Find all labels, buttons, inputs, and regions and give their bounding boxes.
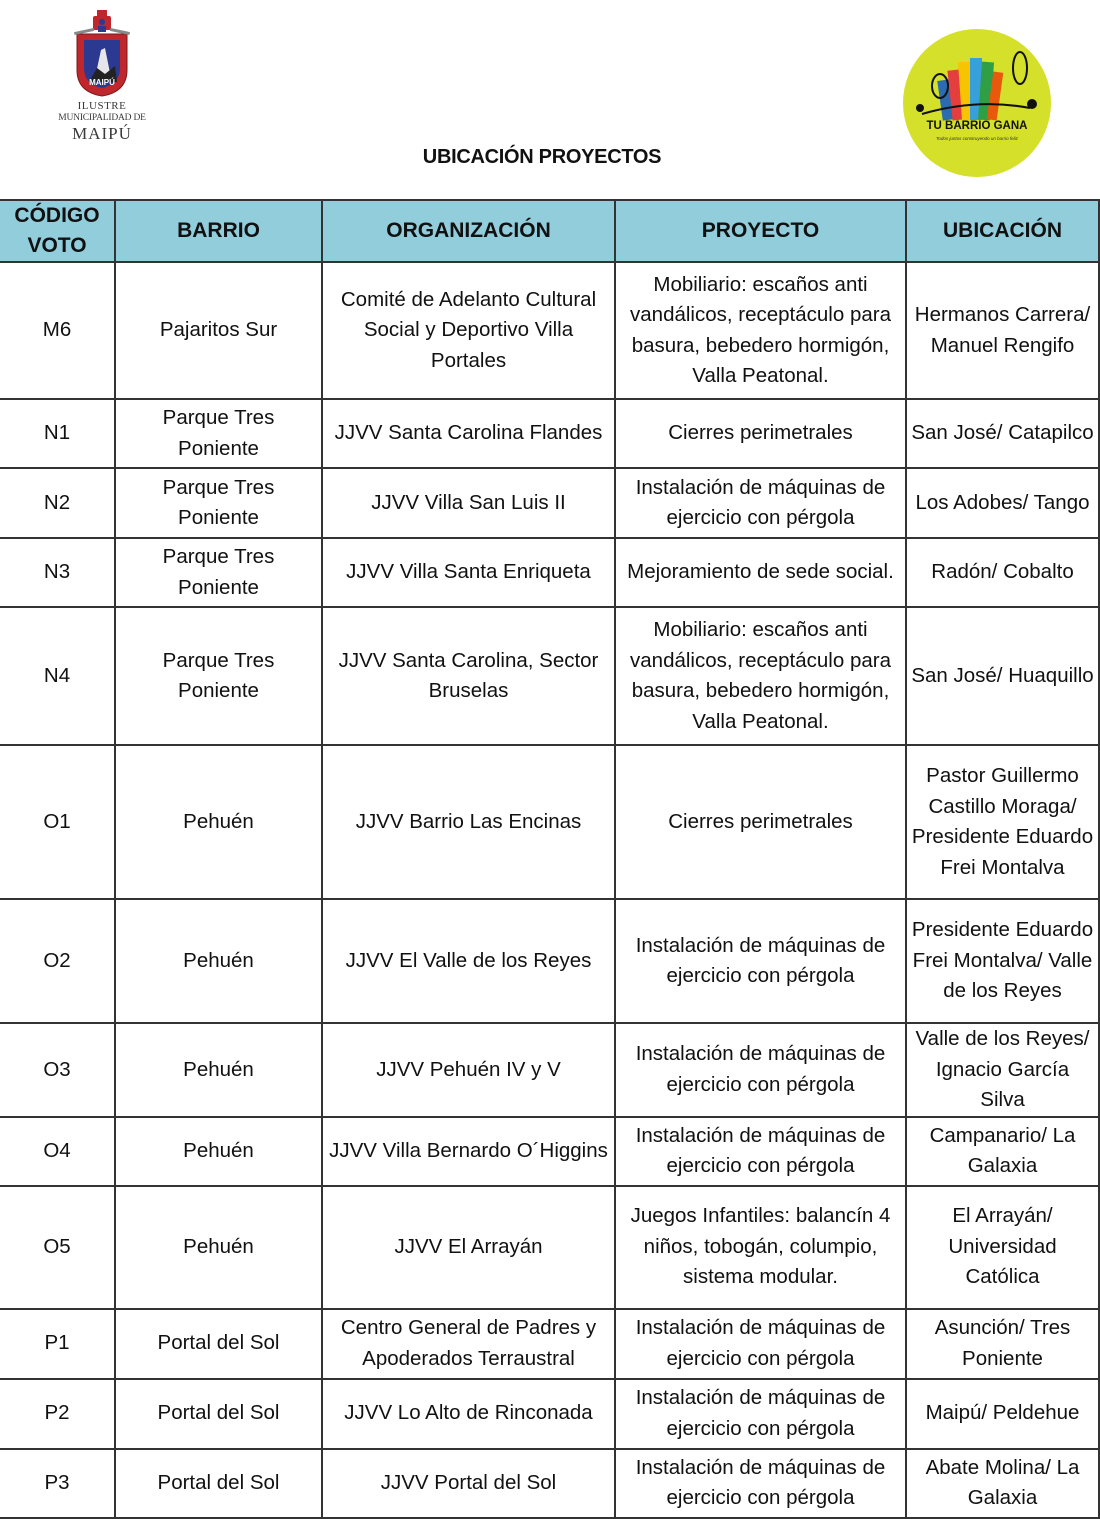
cell-codigo: M6: [0, 262, 115, 399]
table-row: [0, 899, 1099, 1023]
cell-barrio: Pehuén: [115, 1023, 322, 1117]
cell-proyecto: Juegos Infantiles: balancín 4 niños, tobogán, columpio, sistema modular.: [615, 1186, 906, 1309]
cell-barrio: Pehuén: [115, 745, 322, 899]
table-row: [0, 607, 1099, 745]
cell-organizacion: JJVV Villa Santa Enriqueta: [322, 538, 615, 607]
table-row: [0, 468, 1099, 538]
cell-ubicacion: Campanario/ La Galaxia: [906, 1117, 1099, 1186]
badge-text: MAIPÚ: [89, 78, 115, 87]
cell-barrio: Parque Tres Poniente: [115, 538, 322, 607]
table-row: [0, 1023, 1099, 1117]
cell-codigo: O3: [0, 1023, 115, 1117]
logo-tagline: Todos juntos construyendo un barrio feliz: [936, 136, 1018, 141]
cell-ubicacion: Abate Molina/ La Galaxia: [906, 1449, 1099, 1518]
cell-ubicacion: Hermanos Carrera/ Manuel Rengifo: [906, 262, 1099, 399]
cell-ubicacion: Presidente Eduardo Frei Montalva/ Valle de los Reyes: [906, 899, 1099, 1023]
cell-barrio: Parque Tres Poniente: [115, 399, 322, 468]
cell-proyecto: Instalación de máquinas de ejercicio con pérgola: [615, 1449, 906, 1518]
table-row: [0, 1449, 1099, 1518]
cell-organizacion: Centro General de Padres y Apoderados Terraustral: [322, 1309, 615, 1379]
cell-barrio: Portal del Sol: [115, 1449, 322, 1518]
column-header-barrio: BARRIO: [115, 200, 322, 262]
logo-title: TU BARRIO GANA: [926, 120, 1028, 132]
cell-codigo: O1: [0, 745, 115, 899]
cell-proyecto: Mejoramiento de sede social.: [615, 538, 906, 607]
cell-barrio: Pajaritos Sur: [115, 262, 322, 399]
cell-proyecto: Instalación de máquinas de ejercicio con pérgola: [615, 1379, 906, 1449]
cell-proyecto: Mobiliario: escaños anti vandálicos, receptáculo para basura, bebedero hormigón, Valla Peatonal.: [615, 607, 906, 745]
cell-codigo: N3: [0, 538, 115, 607]
logo-line-maipu: MAIPÚ: [72, 123, 132, 143]
cell-organizacion: JJVV Lo Alto de Rinconada: [322, 1379, 615, 1449]
cell-organizacion: JJVV Barrio Las Encinas: [322, 745, 615, 899]
cell-codigo: P1: [0, 1309, 115, 1379]
table-row: [0, 1309, 1099, 1379]
table-row: [0, 262, 1099, 399]
cell-proyecto: Instalación de máquinas de ejercicio con pérgola: [615, 1309, 906, 1379]
cell-ubicacion: San José/ Huaquillo: [906, 607, 1099, 745]
logo-line-municipalidad: MUNICIPALIDAD DE: [58, 113, 146, 123]
column-header-organizacion: ORGANIZACIÓN: [322, 200, 615, 262]
projects-table: [0, 199, 1100, 1519]
cell-codigo: N4: [0, 607, 115, 745]
cell-codigo: O2: [0, 899, 115, 1023]
municipalidad-maipu-logo: [52, 8, 152, 153]
cell-ubicacion: Asunción/ Tres Poniente: [906, 1309, 1099, 1379]
cell-codigo: O5: [0, 1186, 115, 1309]
cell-proyecto: Cierres perimetrales: [615, 399, 906, 468]
cell-barrio: Pehuén: [115, 899, 322, 1023]
logo-line-ilustre: ILUSTRE: [77, 100, 127, 112]
cell-organizacion: JJVV Santa Carolina Flandes: [322, 399, 615, 468]
cell-organizacion: Comité de Adelanto Cultural Social y Deportivo Villa Portales: [322, 262, 615, 399]
table-row: [0, 745, 1099, 899]
cell-barrio: Portal del Sol: [115, 1379, 322, 1449]
cell-codigo: O4: [0, 1117, 115, 1186]
cell-organizacion: JJVV Santa Carolina, Sector Bruselas: [322, 607, 615, 745]
cell-codigo: N1: [0, 399, 115, 468]
cell-organizacion: JJVV Portal del Sol: [322, 1449, 615, 1518]
table-row: [0, 1379, 1099, 1449]
cell-barrio: Pehuén: [115, 1186, 322, 1309]
cell-ubicacion: Maipú/ Peldehue: [906, 1379, 1099, 1449]
column-header-codigo-voto: CÓDIGO VOTO: [0, 200, 115, 262]
cell-ubicacion: Radón/ Cobalto: [906, 538, 1099, 607]
cell-ubicacion: Los Adobes/ Tango: [906, 468, 1099, 538]
cell-proyecto: Instalación de máquinas de ejercicio con pérgola: [615, 468, 906, 538]
cell-ubicacion: El Arrayán/ Universidad Católica: [906, 1186, 1099, 1309]
cell-codigo: N2: [0, 468, 115, 538]
table-header-row: [0, 200, 1099, 262]
column-header-ubicacion: UBICACIÓN: [906, 200, 1099, 262]
cell-proyecto: Instalación de máquinas de ejercicio con pérgola: [615, 1023, 906, 1117]
cell-organizacion: JJVV El Valle de los Reyes: [322, 899, 615, 1023]
cell-codigo: P2: [0, 1379, 115, 1449]
cell-organizacion: JJVV El Arrayán: [322, 1186, 615, 1309]
cell-ubicacion: Valle de los Reyes/ Ignacio García Silva: [906, 1023, 1099, 1117]
cell-ubicacion: Pastor Guillermo Castillo Moraga/ Presidente Eduardo Frei Montalva: [906, 745, 1099, 899]
cell-organizacion: JJVV Villa Bernardo O´Higgins: [322, 1117, 615, 1186]
table-row: [0, 1117, 1099, 1186]
table-row: [0, 399, 1099, 468]
page-title: UBICACIÓN PROYECTOS: [422, 146, 662, 168]
cell-proyecto: Mobiliario: escaños anti vandálicos, receptáculo para basura, bebedero hormigón, Valla Peatonal.: [615, 262, 906, 399]
table-row: [0, 1186, 1099, 1309]
cell-codigo: P3: [0, 1449, 115, 1518]
cell-ubicacion: San José/ Catapilco: [906, 399, 1099, 468]
maipu-coat-of-arms-icon: [71, 8, 133, 98]
cell-proyecto: Instalación de máquinas de ejercicio con pérgola: [615, 899, 906, 1023]
cell-proyecto: Cierres perimetrales: [615, 745, 906, 899]
cell-barrio: Portal del Sol: [115, 1309, 322, 1379]
cell-barrio: Parque Tres Poniente: [115, 607, 322, 745]
cell-barrio: Pehuén: [115, 1117, 322, 1186]
cell-organizacion: JJVV Villa San Luis II: [322, 468, 615, 538]
cell-proyecto: Instalación de máquinas de ejercicio con pérgola: [615, 1117, 906, 1186]
table-row: [0, 538, 1099, 607]
cell-barrio: Parque Tres Poniente: [115, 468, 322, 538]
cell-organizacion: JJVV Pehuén IV y V: [322, 1023, 615, 1117]
column-header-proyecto: PROYECTO: [615, 200, 906, 262]
